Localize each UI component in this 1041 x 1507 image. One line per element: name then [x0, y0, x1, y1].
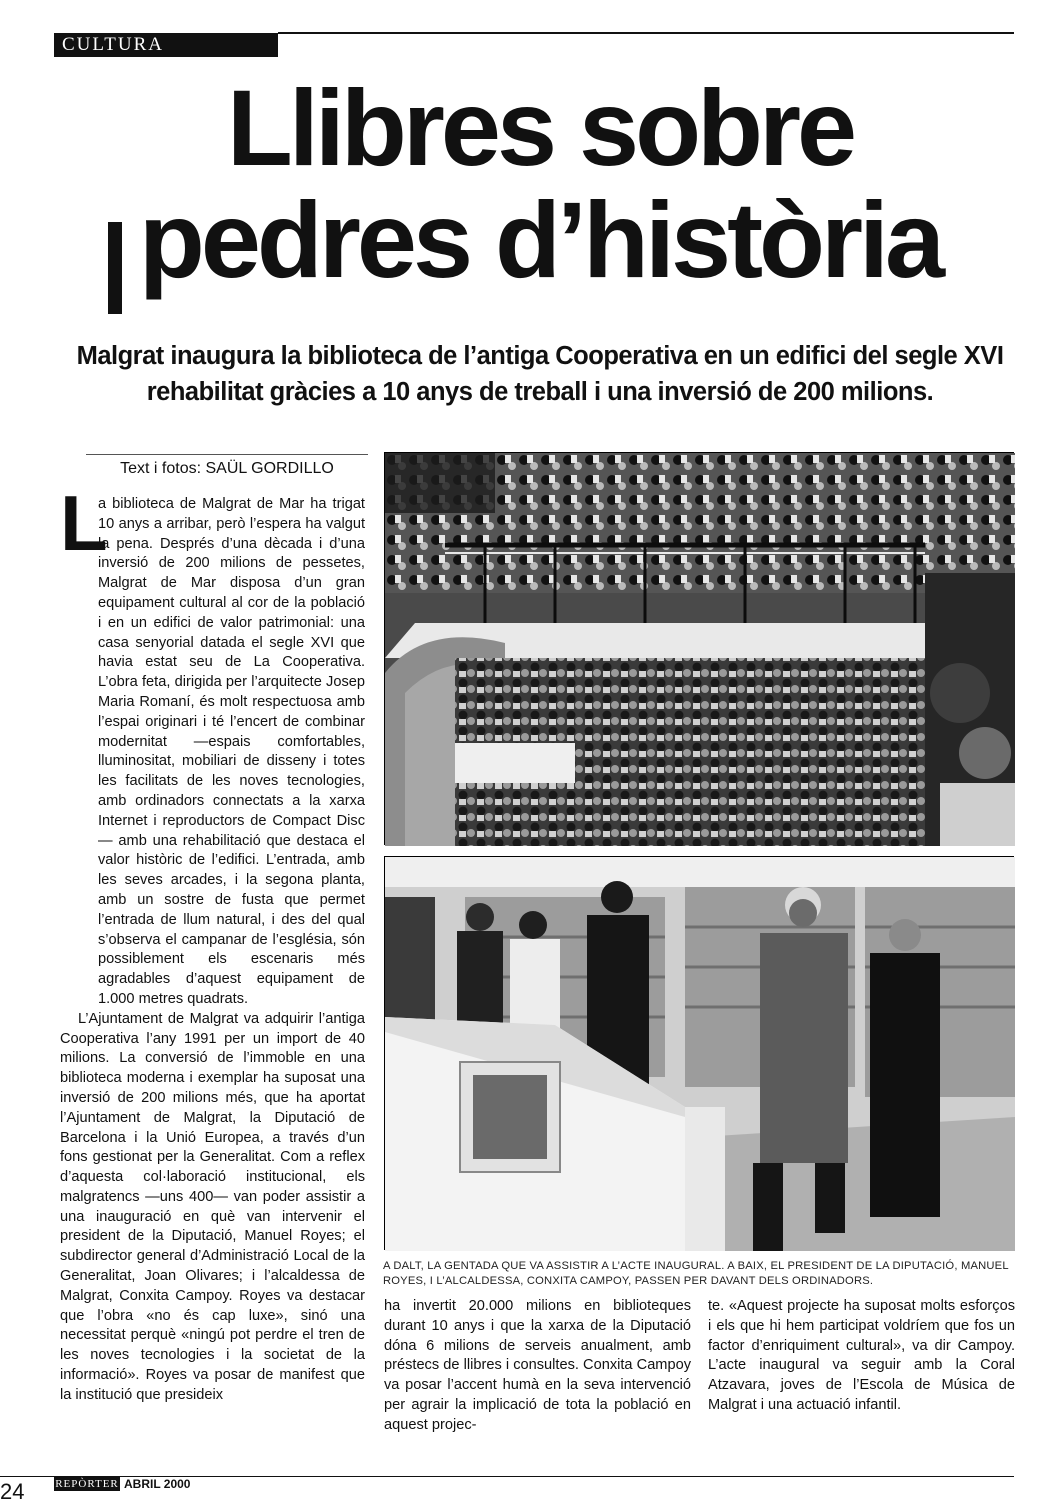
article-paragraph-1: a biblioteca de Malgrat de Mar ha trigat 10 anys a arribar, però l’espera ha valgut la pena. Després d’una dècada i d’una inversió de 200 milions de pessetes, Malgrat de Mar disposa d’un gran equipament cultural al cor de la població i en un edifici de valor patrimonial: una casa senyorial datada el segle XVI que havia estat seu de La Cooperativa. L’obra feta, dirigida per l’arquitecte Josep Maria Romaní, és molt respectuosa amb l’espai originari i té l’encert de combinar modernitat —espais comfortables, lluminositat, mobiliari de disseny i totes les facilitats de les noves tecnologies, amb ordinadors connectats a la xarxa Internet i reproductors de Compact Disc— amb una rehabilitació que destaca el valor històric de l’edifici. L’entrada, amb les seves arcades, i la segona planta, amb un sostre de fusta que permet l’entrada de llum natural, i des del qual s’observa el campanar de l’església, són possiblement els escenaris més agradables d’aquest equipament de 1.000 metres quadrats.	[98, 496, 365, 1007]
magazine-logo: REPÒRTER	[55, 1478, 119, 1490]
page-number: 24	[0, 1479, 25, 1504]
issue-date: ABRIL 2000	[124, 1477, 191, 1491]
byline-rule	[86, 454, 368, 455]
crowd-photo-illustration	[385, 453, 1015, 846]
article-column-3: te. «Aquest projecte ha suposat molts esforços i els que hi hem participat voldríem que fos un factor d’enriquiment cultural», va dir Campoy. L’acte inaugural va seguir amb la Coral Atzavara, joves de l’Escola de Música de Malgrat i una actuació infantil.	[708, 1298, 1015, 1413]
article-column-1	[60, 479, 365, 1406]
section-rule	[278, 32, 1014, 34]
article-column-2: ha invertit 20.000 milions en biblioteques durant 10 anys i que la xarxa de la Diputació dóna 6 milions de serveis anualment, amb préstecs de llibres i consultes. Conxita Campoy va posar l’accent humà en la seva intervenció per agrair la implicació de tota la població en aquest projec-	[384, 1298, 691, 1433]
lede: Malgrat inaugura la biblioteca de l’antiga Cooperativa en un edifici del segle XVI rehabilitat gràcies a 10 anys de treball i una inversió de 200 milions.	[76, 342, 1004, 406]
photo-officials-computers	[384, 856, 1014, 1250]
drop-cap: L	[60, 479, 108, 567]
officials-photo-illustration	[385, 857, 1015, 1251]
photo-inauguration-crowd	[384, 452, 1014, 845]
byline: Text i fotos: SAÜL GORDILLO	[120, 460, 334, 477]
headline-line-1: Llibres sobre	[226, 67, 854, 188]
article-paragraph-2: L’Ajuntament de Malgrat va adquirir l’antiga Cooperativa l’any 1991 per un import de 40 milions. La conversió de l’immoble en una biblioteca moderna i exemplar ha suposat una inversió de 200 milions més, que ha aportat l’Ajuntament de Malgrat, la Diputació de Barcelona i la Unió Europea, a través d’un fons gestionat per la Generalitat. Com a reflex d’aquesta col·laboració institucional, els malgratencs —uns 400— van poder assistir a una inauguració en què van intervenir el president de la Diputació, Manuel Royes; el subdirector general d’Administració Local de la Generalitat, Joan Olivares; i l’alcaldessa de Malgrat, Conxita Campoy. Royes va destacar que l’obra «no és cap luxe», sinó una necessitat perquè «ningú pot perdre el tren de les noves tecnologies i la societat de la informació». Royes va posar de manifest que la institució que presideix	[60, 1010, 365, 1403]
section-label: CULTURA	[54, 33, 278, 57]
headline-line-2: pedres d’història	[138, 179, 942, 300]
photo-caption: A DALT, LA GENTADA QUE VA ASSISTIR A L’ACTE INAUGURAL. A BAIX, EL PRESIDENT DE LA DIPUTACIÓ, MANUEL ROYES, I L’ALCALDESSA, CONXITA CAMPOY, PASSEN PER DAVANT DELS ORDINADORS.	[383, 1260, 1009, 1287]
headline	[60, 67, 1020, 300]
